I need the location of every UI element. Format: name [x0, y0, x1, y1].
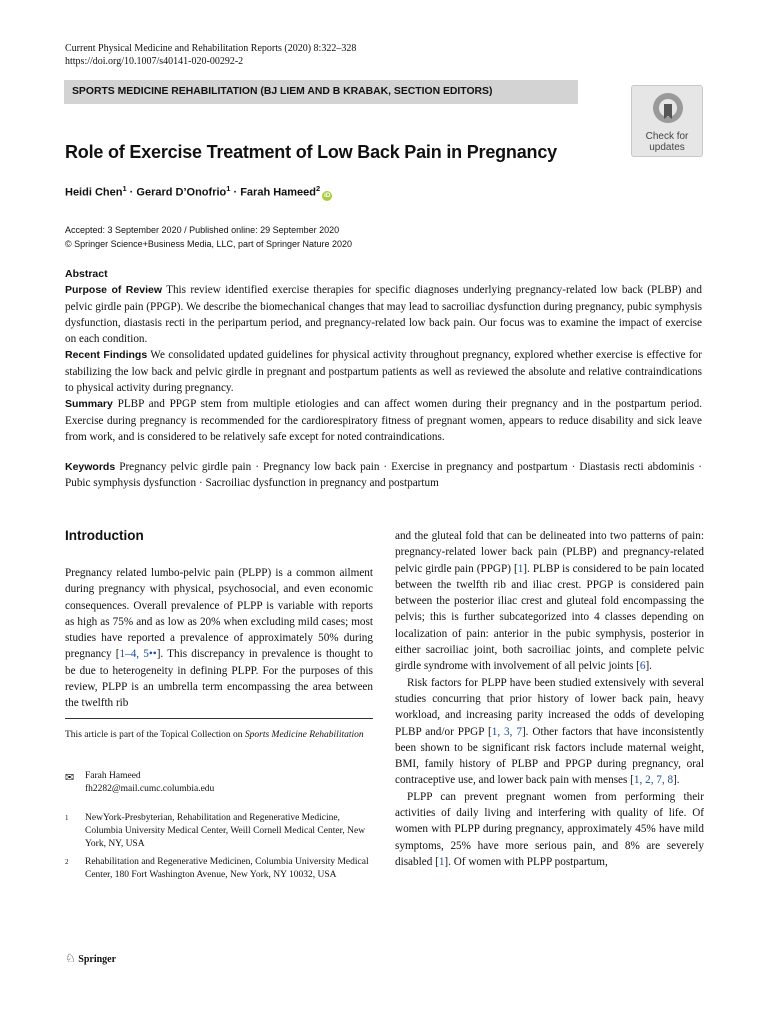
- purpose-label: Purpose of Review: [65, 284, 162, 297]
- author-list: [65, 184, 332, 201]
- text-run: Risk factors for PLPP have been studied extensively with several studies concurring that prior history of lower back pain, heavy workload, and increasing parity increased the odds of developing PLBP and/or PPGP [: [395, 676, 704, 738]
- text-run: ]. Other factors that have inconsistently been shown to be significant risk factors include maternal weight, BMI, family history of PLBP and PPGP during pregnancy, oral contraceptive use, and lower back pain with menses [: [395, 725, 704, 787]
- check-for-updates-label: [632, 131, 702, 153]
- author-affiliation-sup: 1: [122, 184, 127, 193]
- doi-link[interactable]: https://doi.org/10.1007/s40141-020-00292-2: [65, 56, 244, 67]
- summary-label: Summary: [65, 398, 113, 411]
- introduction-heading: Introduction: [65, 528, 144, 543]
- topical-collection-note: [65, 729, 373, 741]
- keywords-block: [65, 459, 702, 492]
- findings-label: Recent Findings: [65, 349, 148, 362]
- springer-horse-icon: ♘: [65, 951, 76, 965]
- publisher-name: Springer: [78, 954, 117, 965]
- author-separator: ·: [230, 186, 241, 199]
- author-affiliation-sup: 1: [226, 184, 231, 193]
- affiliation-text: Rehabilitation and Regenerative Medicinen, Columbia University Medical Center, 180 Fort Washington Avenue, New York, NY 10032, USA: [85, 857, 369, 880]
- badge-line-1: Check for: [645, 131, 689, 142]
- citation-link[interactable]: 1: [438, 855, 445, 868]
- orcid-icon[interactable]: iD: [323, 191, 331, 199]
- text-run: PLPP can prevent pregnant women from performing their activities of daily living and interfering with quality of life. Of women with PLPP during pregnancy, approximately 45% have mild symptoms, 25% have more serious pain, and 8% are severely disabled [: [395, 790, 704, 868]
- intro-paragraph-2: [395, 528, 704, 675]
- corresponding-email[interactable]: fh2282@mail.cumc.columbia.edu: [85, 784, 215, 794]
- right-column: [395, 528, 704, 870]
- abstract-findings: [65, 347, 702, 396]
- text-run: ]. This discrepancy in prevalence is thought to be due to heterogeneity in defining PLPP. For the purposes of this review, PLPP is an umbrella term encompassing the area between the twelfth rib: [65, 648, 373, 710]
- summary-text: PLBP and PPGP stem from multiple etiologies and can affect women during their pregnancy and in the postpartum period. Exercise during pregnancy is recommended for the cardiorespiratory fitness of pregnant women, appears to reduce disability and sick leave from work, and is considered to be relatively safe except for noted contraindications.: [65, 398, 702, 443]
- author-name[interactable]: Heidi Chen: [65, 186, 123, 199]
- text-run: ].: [673, 774, 680, 787]
- footnote-divider: [65, 718, 373, 719]
- text-run: This article is part of the Topical Collection on: [65, 730, 245, 740]
- article-title: Role of Exercise Treatment of Low Back Pain in Pregnancy: [65, 142, 557, 162]
- affiliation-number: 1: [65, 814, 69, 822]
- affiliation-number: 2: [65, 858, 69, 866]
- section-banner: SPORTS MEDICINE REHABILITATION (BJ LIEM AND B KRABAK, SECTION EDITORS): [64, 80, 578, 104]
- text-run: ].: [645, 660, 652, 673]
- citation-link[interactable]: 1, 2, 7, 8: [633, 774, 674, 787]
- affiliation-text: NewYork-Presbyterian, Rehabilitation and Regenerative Medicine, Columbia University Medical Center, Weill Cornell Medical Center, New York, NY, USA: [85, 813, 366, 849]
- author-name[interactable]: Gerard D’Onofrio: [136, 186, 227, 199]
- text-run: and the gluteal fold that can be delineated into two patterns of pain: pregnancy-related lower back pain (PLBP) and pregnancy-related pelvic girdle pain (PPGP) [: [395, 530, 704, 575]
- citation-link[interactable]: 1–4, 5••: [119, 648, 157, 661]
- abstract-summary: [65, 396, 702, 445]
- check-for-updates-icon: [651, 91, 685, 127]
- abstract-block: [65, 266, 702, 445]
- keywords-text: Pregnancy pelvic girdle pain · Pregnancy low back pain · Exercise in pregnancy and postpartum · Diastasis recti abdominis · Pubic symphysis dysfunction · Sacroiliac dysfunction in pregnancy and postpartum: [65, 461, 703, 490]
- purpose-text: This review identified exercise therapies for specific diagnoses underlying pregnancy-related low back (PLBP) and pelvic girdle pain (PPGP). We describe the biomechanical changes that may lead to sacroiliac dysfunction during pregnancy, pubic symphysis dysfunction, diastasis recti in the peripartum period, and pregnancy-related low back pain. Our focus was to examine the impact of exercise on each condition.: [65, 284, 702, 346]
- author-name[interactable]: Farah Hameed: [240, 186, 317, 199]
- citation-link[interactable]: 1: [517, 562, 524, 575]
- dates-line: Accepted: 3 September 2020 / Published online: 29 September 2020: [65, 225, 340, 235]
- copyright-line: © Springer Science+Business Media, LLC, part of Springer Nature 2020: [65, 239, 353, 249]
- text-run: ]. Of women with PLPP postpartum,: [444, 855, 608, 868]
- citation-link[interactable]: 6: [639, 660, 646, 673]
- left-column: [65, 528, 373, 712]
- check-for-updates-badge[interactable]: [631, 85, 703, 157]
- author-separator: ·: [126, 186, 137, 199]
- corresponding-name: Farah Hameed: [85, 771, 141, 781]
- publication-dates: [65, 223, 352, 251]
- keywords-label: Keywords: [65, 461, 116, 473]
- badge-line-2: updates: [649, 142, 685, 153]
- findings-text: We consolidated updated guidelines for physical activity throughout pregnancy, explored whether exercise is effective for stabilizing the low back and pelvic girdle in pregnant and postpartum patients as well as reviewed the absolute and relative contraindications to physical activity during pregnancy.: [65, 349, 702, 395]
- abstract-purpose: [65, 282, 702, 347]
- publisher-footer: [65, 951, 116, 965]
- text-run: ]. PLBP is considered to be pain located between the twelfth rib and iliac crest. PPGP is considered pain between the posterior iliac crest and gluteal fold encompassing the pelvis; this is further subcategorized into 4 classes depending on localization of pain: anterior in the pubic symphysis, posterior in either sacroiliac joint, both sacroiliac joints, and complete pelvic girdle syndrome with involvement of all pelvic joints [: [395, 562, 704, 673]
- author-affiliation-sup: 2: [316, 184, 321, 193]
- text-run: Pregnancy related lumbo-pelvic pain (PLPP) is a common ailment during pregnancy with physical, psychosocial, and even economic consequences. Overall prevalence of PLPP is variable with reports as high as 75% and as low as 20% when excluding mild cases; most studies have reported a prevalence of approximately 50% during pregnancy [: [65, 567, 373, 661]
- envelope-icon: ✉: [65, 771, 75, 784]
- journal-citation: Current Physical Medicine and Rehabilitation Reports (2020) 8:322–328: [65, 43, 357, 54]
- abstract-heading: Abstract: [65, 268, 108, 280]
- intro-paragraph-1: [65, 565, 373, 712]
- corresponding-details: [85, 770, 214, 796]
- intro-paragraph-3: [395, 675, 704, 789]
- intro-paragraph-4: [395, 789, 704, 870]
- topical-collection-name: Sports Medicine Rehabilitation: [244, 730, 364, 740]
- citation-link[interactable]: 1, 3, 7: [491, 725, 522, 738]
